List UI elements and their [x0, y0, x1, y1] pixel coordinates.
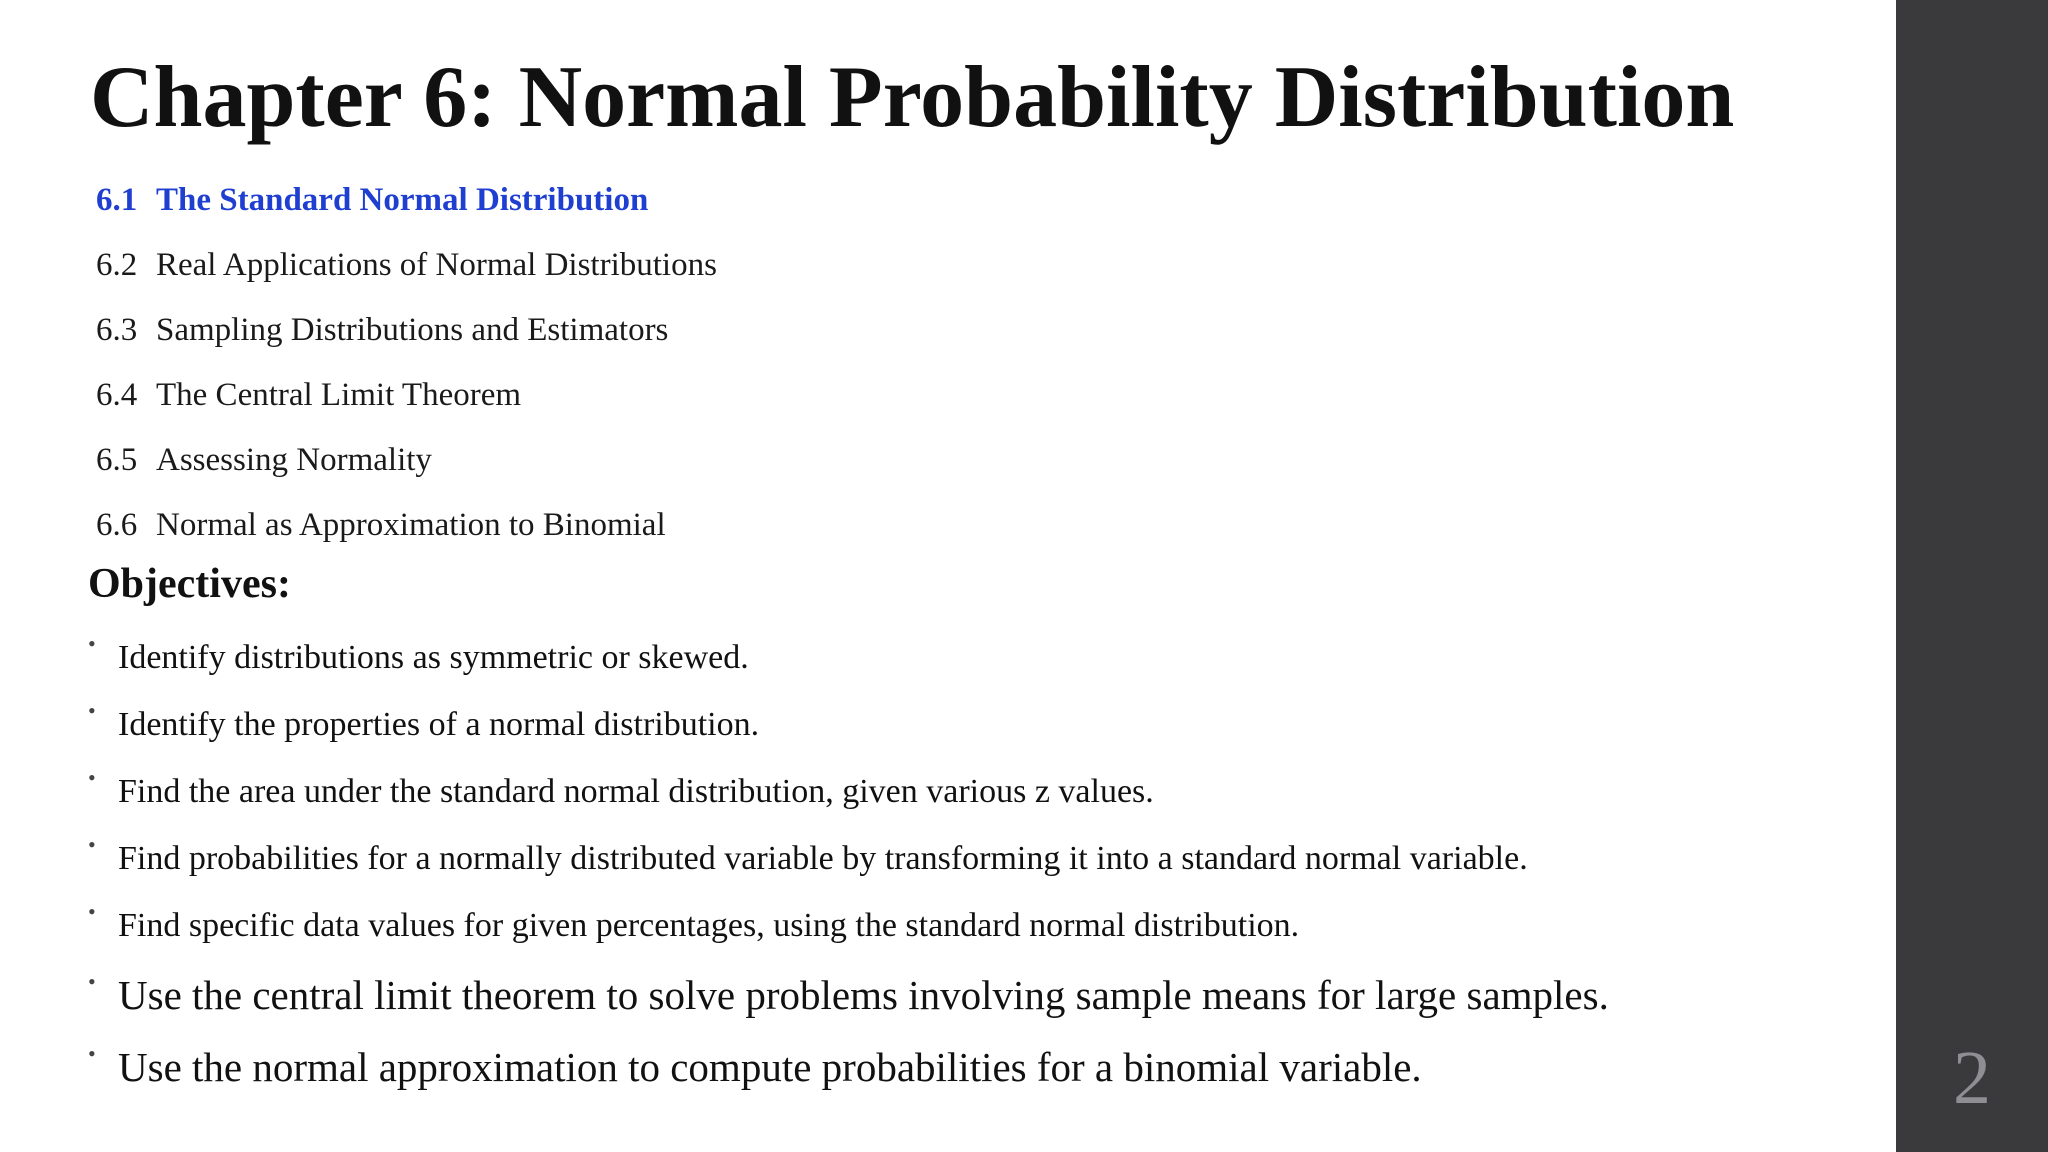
bullet-icon: • [88, 832, 96, 857]
objective-text: Identify the properties of a normal distribution. [118, 706, 760, 743]
objective-item [88, 892, 1609, 959]
objective-text: Use the normal approximation to compute probabilities for a binomial variable. [118, 1044, 1422, 1090]
bullet-icon: • [88, 765, 96, 790]
section-list [96, 168, 717, 558]
section-label: The Central Limit Theorem [156, 377, 522, 413]
section-item-6-6 [96, 493, 717, 558]
section-label: Real Applications of Normal Distributions [156, 247, 717, 283]
bullet-icon: • [88, 698, 96, 723]
section-number: 6.3 [96, 312, 138, 348]
objective-item [88, 758, 1609, 825]
objective-item [88, 624, 1609, 691]
section-number: 6.2 [96, 247, 138, 283]
section-item-6-5 [96, 428, 717, 493]
section-item-6-1 [96, 168, 717, 233]
bullet-icon: • [88, 631, 96, 656]
sidebar-bar [1896, 0, 2048, 1152]
bullet-icon: • [88, 969, 96, 994]
objectives-heading: Objectives: [88, 561, 291, 607]
objective-text: Find specific data values for given percentages, using the standard normal distribution. [118, 907, 1300, 944]
objective-text: Find the area under the standard normal distribution, given various z values. [118, 773, 1154, 810]
section-item-6-2 [96, 233, 717, 298]
section-label: Assessing Normality [156, 442, 432, 478]
objective-item [88, 1031, 1609, 1103]
page-number: 2 [1953, 1036, 1991, 1120]
section-item-6-4 [96, 363, 717, 428]
objective-text: Find probabilities for a normally distributed variable by transforming it into a standard normal variable. [118, 840, 1528, 877]
slide-title: Chapter 6: Normal Probability Distribution [90, 49, 1735, 146]
section-label: The Standard Normal Distribution [156, 182, 649, 218]
section-item-6-3 [96, 298, 717, 363]
objective-text: Identify distributions as symmetric or skewed. [118, 639, 749, 676]
objectives-list [88, 624, 1609, 1103]
objective-item [88, 959, 1609, 1031]
section-label: Sampling Distributions and Estimators [156, 312, 669, 348]
bullet-icon: • [88, 899, 96, 924]
section-number: 6.6 [96, 507, 138, 543]
objective-text: Use the central limit theorem to solve problems involving sample means for large samples. [118, 972, 1609, 1018]
objective-item [88, 691, 1609, 758]
section-number: 6.5 [96, 442, 138, 478]
section-number: 6.1 [96, 182, 138, 218]
section-label: Normal as Approximation to Binomial [156, 507, 666, 543]
bullet-icon: • [88, 1041, 96, 1066]
section-number: 6.4 [96, 377, 138, 413]
objective-item [88, 825, 1609, 892]
